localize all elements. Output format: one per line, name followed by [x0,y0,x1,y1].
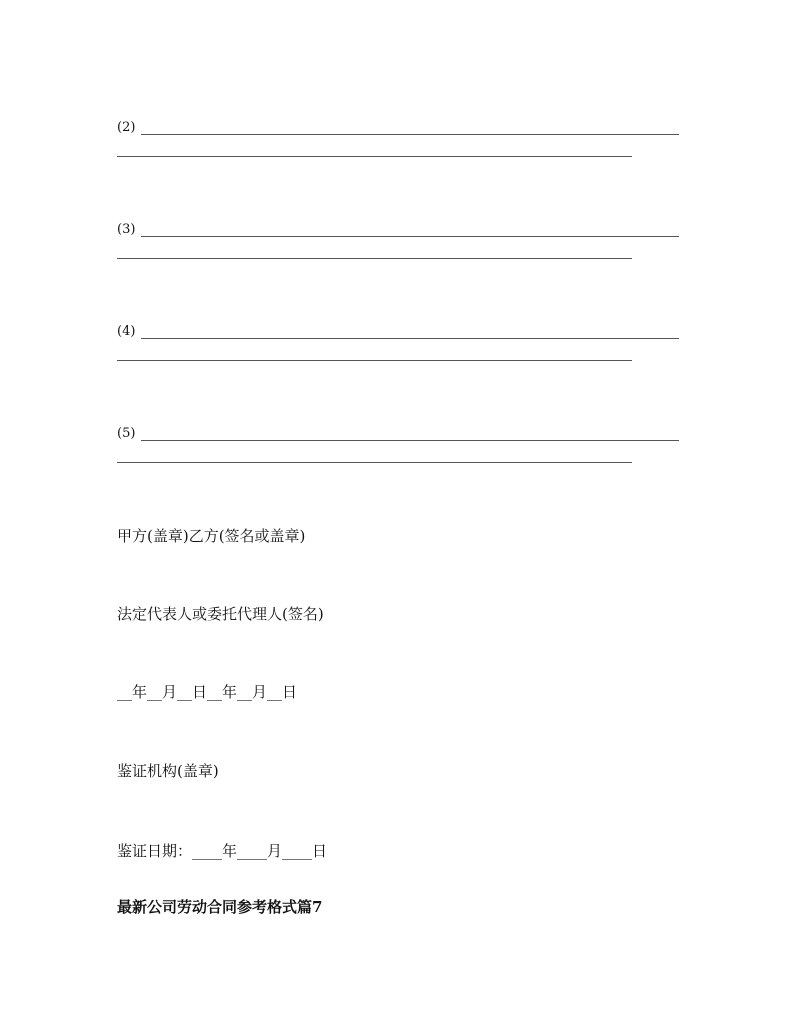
blank-line [141,236,679,237]
blank-line [117,156,632,157]
section-title: 最新公司劳动合同参考格式篇7 [117,898,323,916]
item-number: (3) [117,222,136,237]
signature-dates: __年__月__日__年__月__日 [117,683,298,701]
blank-line [117,462,632,463]
item-2 [117,120,679,160]
verification-agency: 鉴证机构(盖章) [117,762,219,780]
item-5 [117,426,679,466]
item-number: (2) [117,120,136,135]
blank-line [117,360,632,361]
signature-parties: 甲方(盖章)乙方(签名或盖章) [117,527,306,545]
representative-signature: 法定代表人或委托代理人(签名) [117,605,324,623]
blank-line [141,134,679,135]
blank-line [117,258,632,259]
item-number: (4) [117,324,136,339]
item-number: (5) [117,426,136,441]
item-4 [117,324,679,364]
verification-date: 鉴证日期：____年____月____日 [117,842,328,860]
blank-line [141,440,679,441]
item-3 [117,222,679,262]
blank-line [141,338,679,339]
